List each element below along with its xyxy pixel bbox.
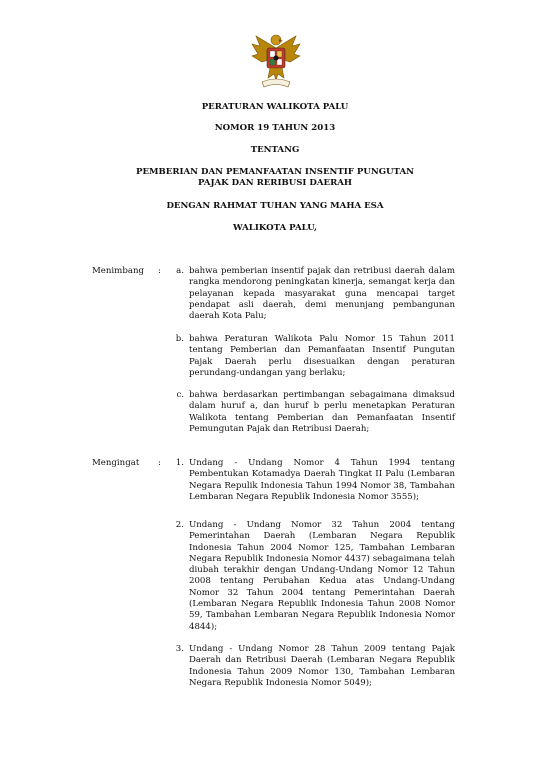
list-item: bahwa pemberian insentif pajak dan retribusi daerah dalam rangka mendorong peningkatan kinerja, semangat kerja dan pelayanan kepada masyarakat guna mencapai target pendapat asli daerah, demi menunjang pembangunan daerah Kota Palu; xyxy=(189,266,455,322)
regulation-heading: PERATURAN WALIKOTA PALU xyxy=(201,102,349,112)
motto-ribbon xyxy=(262,79,290,87)
grace-statement: DENGAN RAHMAT TUHAN YANG MAHA ESA xyxy=(166,201,384,211)
list-item: Undang - Undang Nomor 32 Tahun 2004 tentang Pemerintahan Daerah (Lembaran Negara Republik Indonesia Tahun 2004 Nomor 125, Tambahan Lembaran Negara Republik Indonesia Nomor 4437) sebagaimana telah diubah terakhir dengan Undang-Undang Nomor 12 Tahun 2008 tentang Perubahan Kedua atas Undang-Undang Nomor 32 Tahun 2004 tentang Pemerintahan Daerah (Lembaran Negara Republik Indonesia Tahun 2008 Nomor 59, Tambahan Lembaran Negara Republik Indonesia Nomor 4844); xyxy=(189,520,455,632)
menimbang-label: Menimbang xyxy=(92,266,144,276)
list-item: bahwa Peraturan Walikota Palu Nomor 15 Tahun 2011 tentang Pemberian dan Pemanfaatan Insentif Pungutan Pajak Daerah perlu disesuaikan dengan peraturan perundang-undangan yang berlaku; xyxy=(189,334,455,378)
list-marker: c. xyxy=(176,390,184,400)
list-item: Undang - Undang Nomor 4 Tahun 1994 tentang Pembentukan Kotamadya Daerah Tingkat II Palu (Lembaran Negara Repulik Indonesia Tahun 1994 Nomor 38, Tambahan Lembaran Negara Republik Indonesia Nomor 3555); xyxy=(189,458,455,502)
garuda-emblem xyxy=(248,30,304,92)
list-marker: 1. xyxy=(175,458,184,468)
list-marker: 3. xyxy=(175,644,184,654)
mengingat-label: Mengingat xyxy=(92,458,140,468)
list-marker: 2. xyxy=(175,520,184,530)
list-item: Undang - Undang Nomor 28 Tahun 2009 tentang Pajak Daerah dan Retribusi Daerah (Lembaran Negara Republik Indonesia Tahun 2009 Nomor 130, Tambahan Lembaran Negara Republik Indonesia Nomor 5049); xyxy=(189,644,455,688)
regulation-number: NOMOR 19 TAHUN 2013 xyxy=(214,123,336,133)
list-item: bahwa berdasarkan pertimbangan sebagaimana dimaksud dalam huruf a, dan huruf b perlu menetapkan Peraturan Walikota tentang Pemberian dan Pemanfaatan Insentif Pemungutan Pajak dan Retribusi Daerah; xyxy=(189,390,455,434)
regulation-title-line2: PAJAK DAN RERIBUSI DAERAH xyxy=(197,178,353,188)
mengingat-colon: : xyxy=(158,458,161,468)
list-marker: b. xyxy=(175,334,184,344)
regulation-title-line1: PEMBERIAN DAN PEMANFAATAN INSENTIF PUNGUTAN xyxy=(135,167,415,177)
list-marker: a. xyxy=(176,266,184,276)
menimbang-colon: : xyxy=(158,266,161,276)
mayor-heading: WALIKOTA PALU, xyxy=(233,223,317,233)
about-label: TENTANG xyxy=(250,145,300,155)
